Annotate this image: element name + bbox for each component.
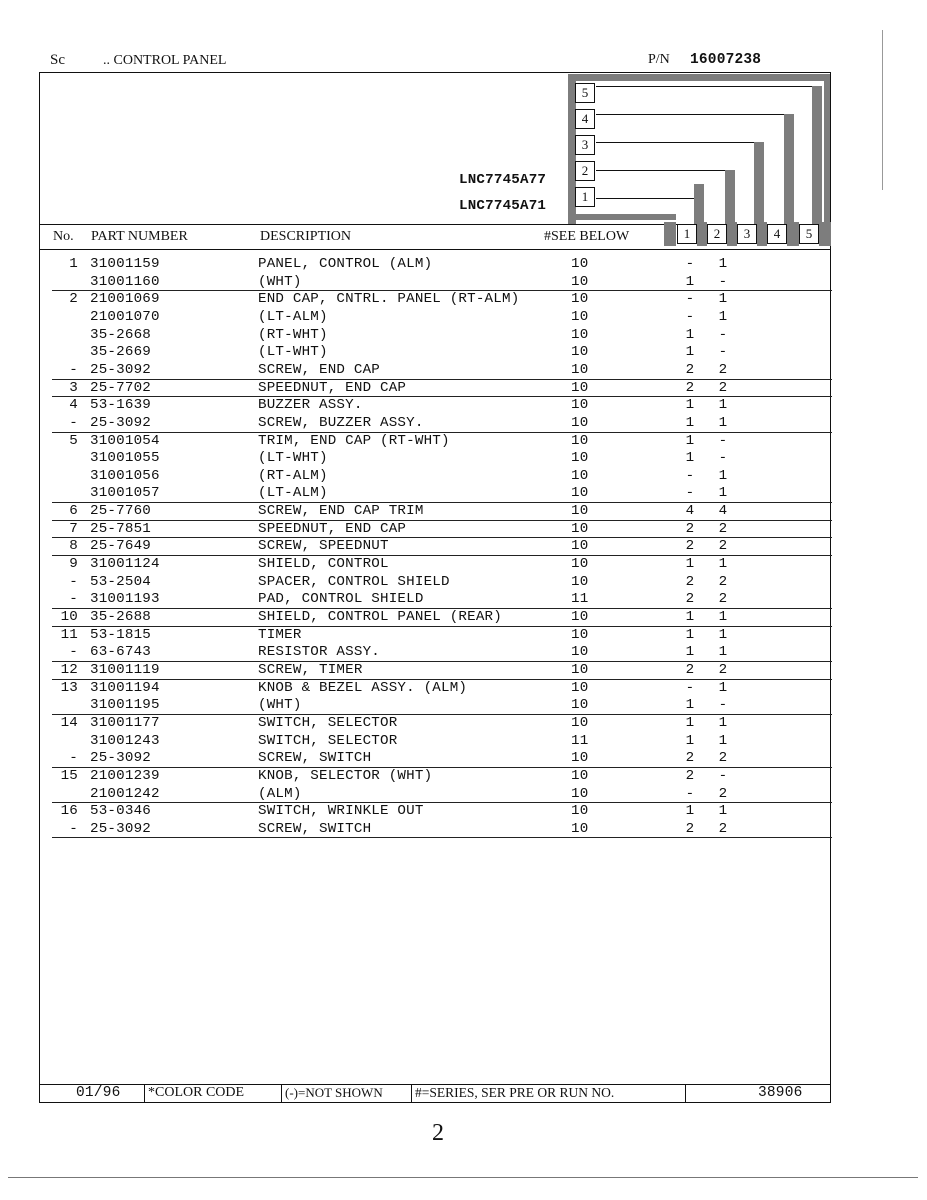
description: PAD, CONTROL SHIELD bbox=[258, 591, 424, 608]
series-code: 10 bbox=[571, 697, 589, 714]
qty-col2: 2 bbox=[718, 361, 728, 378]
part-number: 31001119 bbox=[90, 661, 160, 678]
series-code: 10 bbox=[571, 432, 589, 449]
scan-edge-line bbox=[8, 1177, 918, 1178]
qty-col2: 1 bbox=[718, 679, 728, 696]
scan-edge-right bbox=[882, 30, 883, 190]
page-title: .. CONTROL PANEL bbox=[103, 53, 227, 68]
item-number: 2 bbox=[69, 291, 78, 308]
item-number: - bbox=[69, 573, 78, 590]
part-number: 25-3092 bbox=[90, 820, 151, 837]
table-row bbox=[0, 291, 927, 309]
part-number: 31001194 bbox=[90, 679, 160, 696]
part-number: 25-7649 bbox=[90, 538, 151, 555]
qty-col1: - bbox=[685, 291, 695, 308]
qty-col1: 2 bbox=[685, 750, 695, 767]
item-number: 4 bbox=[69, 397, 78, 414]
qty-col2: - bbox=[718, 432, 728, 449]
section-prefix: Sc bbox=[50, 52, 65, 68]
qty-col1: 2 bbox=[685, 379, 695, 396]
series-code: 10 bbox=[571, 767, 589, 784]
qty-col1: 1 bbox=[685, 556, 695, 573]
description: RESISTOR ASSY. bbox=[258, 644, 380, 661]
table-row bbox=[0, 803, 927, 821]
item-number: - bbox=[69, 750, 78, 767]
series-code: 10 bbox=[571, 308, 589, 325]
description: SHIELD, CONTROL PANEL (REAR) bbox=[258, 609, 502, 625]
pn-value: 16007238 bbox=[690, 52, 762, 68]
footer-series-note: #=SERIES, SER PRE OR RUN NO. bbox=[415, 1085, 615, 1100]
qty-col2: 2 bbox=[718, 520, 728, 537]
description: SCREW, SWITCH bbox=[258, 750, 372, 767]
description: (LT-WHT) bbox=[258, 344, 328, 361]
item-number: 10 bbox=[60, 609, 78, 625]
series-graphic bbox=[568, 74, 830, 226]
series-code: 10 bbox=[571, 414, 589, 431]
description: SHIELD, CONTROL bbox=[258, 556, 389, 573]
qty-header bbox=[664, 222, 832, 246]
qty-col2: 1 bbox=[718, 732, 728, 749]
pn-label: P/N bbox=[648, 52, 670, 67]
item-number: 9 bbox=[69, 556, 78, 573]
series-code: 10 bbox=[571, 450, 589, 467]
part-number: 25-7851 bbox=[90, 520, 151, 537]
table-row bbox=[0, 309, 927, 327]
item-number: 12 bbox=[60, 661, 78, 678]
item-number: 15 bbox=[60, 767, 78, 784]
page-number: 2 bbox=[432, 1120, 444, 1146]
description: SCREW, END CAP bbox=[258, 361, 380, 378]
part-number: 31001055 bbox=[90, 450, 160, 467]
qty-col1: 1 bbox=[685, 344, 695, 361]
series-code: 10 bbox=[571, 803, 589, 820]
qty-col1: - bbox=[685, 256, 695, 272]
qty-col2: 1 bbox=[718, 485, 728, 502]
qty-col1: 1 bbox=[685, 626, 695, 643]
series-code: 10 bbox=[571, 397, 589, 414]
item-number: 14 bbox=[60, 714, 78, 731]
series-code: 10 bbox=[571, 714, 589, 731]
table-row bbox=[0, 274, 927, 292]
part-number: 21001239 bbox=[90, 767, 160, 784]
qty-col2: 1 bbox=[718, 644, 728, 661]
table-row bbox=[0, 786, 927, 804]
description: SCREW, BUZZER ASSY. bbox=[258, 414, 424, 431]
description: SCREW, SWITCH bbox=[258, 820, 372, 837]
model-code-a77: LNC7745A77 bbox=[459, 172, 547, 188]
table-row bbox=[0, 521, 927, 539]
table-row bbox=[0, 362, 927, 380]
description: END CAP, CNTRL. PANEL (RT-ALM) bbox=[258, 291, 520, 308]
qty-col2: 1 bbox=[718, 256, 728, 272]
qty-col1: 1 bbox=[685, 644, 695, 661]
series-code: 11 bbox=[571, 591, 589, 608]
series-code: 10 bbox=[571, 626, 589, 643]
description: (WHT) bbox=[258, 273, 302, 290]
qty-col1: 1 bbox=[685, 732, 695, 749]
table-row bbox=[0, 662, 927, 680]
qty-col-2: 2 bbox=[707, 224, 727, 244]
table-row bbox=[0, 415, 927, 433]
footer-color-code: *COLOR CODE bbox=[148, 1085, 245, 1100]
table-row bbox=[0, 697, 927, 715]
description: SWITCH, SELECTOR bbox=[258, 732, 398, 749]
table-row bbox=[0, 380, 927, 398]
qty-col1: 1 bbox=[685, 803, 695, 820]
col-description: DESCRIPTION bbox=[260, 229, 352, 244]
qty-col2: 2 bbox=[718, 661, 728, 678]
table-row bbox=[0, 750, 927, 768]
item-number: 6 bbox=[69, 503, 78, 520]
qty-col1: 2 bbox=[685, 361, 695, 378]
description: KNOB & BEZEL ASSY. (ALM) bbox=[258, 679, 468, 696]
series-code: 10 bbox=[571, 820, 589, 837]
table-row bbox=[0, 397, 927, 415]
part-number: 25-3092 bbox=[90, 414, 151, 431]
part-number: 35-2668 bbox=[90, 326, 151, 343]
qty-col2: 1 bbox=[718, 308, 728, 325]
part-number: 25-7702 bbox=[90, 379, 151, 396]
qty-col2: 1 bbox=[718, 467, 728, 484]
qty-col2: 1 bbox=[718, 626, 728, 643]
qty-col-4: 4 bbox=[767, 224, 787, 244]
item-number: 7 bbox=[69, 520, 78, 537]
qty-col1: 2 bbox=[685, 573, 695, 590]
col-no: No. bbox=[53, 229, 74, 244]
series-box-3: 3 bbox=[575, 135, 595, 155]
table-row bbox=[0, 503, 927, 521]
table-row bbox=[0, 538, 927, 556]
qty-col1: 2 bbox=[685, 520, 695, 537]
item-number: 8 bbox=[69, 538, 78, 555]
qty-col1: - bbox=[685, 467, 695, 484]
column-header-divider bbox=[39, 249, 831, 250]
qty-col2: 2 bbox=[718, 538, 728, 555]
series-code: 10 bbox=[571, 361, 589, 378]
qty-col-5: 5 bbox=[799, 224, 819, 244]
part-number: 63-6743 bbox=[90, 644, 151, 661]
description: (WHT) bbox=[258, 697, 302, 714]
series-box-1: 1 bbox=[575, 187, 595, 207]
series-code: 10 bbox=[571, 503, 589, 520]
qty-col2: 1 bbox=[718, 609, 728, 625]
table-row bbox=[0, 327, 927, 345]
item-number: - bbox=[69, 820, 78, 837]
item-number: 1 bbox=[69, 256, 78, 272]
description: SPEEDNUT, END CAP bbox=[258, 520, 407, 537]
footer-date: 01/96 bbox=[76, 1085, 121, 1101]
item-number: 11 bbox=[60, 626, 78, 643]
description: SCREW, SPEEDNUT bbox=[258, 538, 389, 555]
qty-col2: - bbox=[718, 767, 728, 784]
qty-col2: 2 bbox=[718, 379, 728, 396]
col-series: #SEE BELOW bbox=[544, 229, 630, 244]
qty-col2: 4 bbox=[718, 503, 728, 520]
series-box-2: 2 bbox=[575, 161, 595, 181]
item-number: - bbox=[69, 361, 78, 378]
description: SPEEDNUT, END CAP bbox=[258, 379, 407, 396]
part-number: 25-3092 bbox=[90, 361, 151, 378]
qty-col1: 2 bbox=[685, 767, 695, 784]
table-row bbox=[0, 344, 927, 362]
series-code: 10 bbox=[571, 750, 589, 767]
qty-col1: 1 bbox=[685, 697, 695, 714]
qty-col1: 2 bbox=[685, 538, 695, 555]
qty-col2: 2 bbox=[718, 820, 728, 837]
qty-col1: 1 bbox=[685, 326, 695, 343]
description: SCREW, TIMER bbox=[258, 661, 363, 678]
description: SCREW, END CAP TRIM bbox=[258, 503, 424, 520]
description: SWITCH, SELECTOR bbox=[258, 714, 398, 731]
table-row bbox=[0, 450, 927, 468]
model-code-a71: LNC7745A71 bbox=[459, 198, 547, 214]
qty-col2: 1 bbox=[718, 397, 728, 414]
description: KNOB, SELECTOR (WHT) bbox=[258, 767, 433, 784]
series-code: 10 bbox=[571, 273, 589, 290]
part-number: 31001243 bbox=[90, 732, 160, 749]
footer bbox=[0, 1085, 927, 1103]
qty-col2: 2 bbox=[718, 573, 728, 590]
table-row bbox=[0, 574, 927, 592]
description: SWITCH, WRINKLE OUT bbox=[258, 803, 424, 820]
item-number: - bbox=[69, 414, 78, 431]
table-row bbox=[0, 821, 927, 839]
part-number: 31001160 bbox=[90, 273, 160, 290]
series-code: 10 bbox=[571, 291, 589, 308]
table-row bbox=[0, 485, 927, 503]
series-code: 10 bbox=[571, 538, 589, 555]
part-number: 21001070 bbox=[90, 308, 160, 325]
item-number: 5 bbox=[69, 432, 78, 449]
description: (LT-ALM) bbox=[258, 308, 328, 325]
table-row bbox=[0, 591, 927, 609]
description: (RT-WHT) bbox=[258, 326, 328, 343]
series-code: 11 bbox=[571, 732, 589, 749]
table-row bbox=[0, 433, 927, 451]
footer-doc-number: 38906 bbox=[758, 1085, 803, 1101]
description: BUZZER ASSY. bbox=[258, 397, 363, 414]
qty-col1: 1 bbox=[685, 273, 695, 290]
description: (ALM) bbox=[258, 785, 302, 802]
table-row bbox=[0, 609, 927, 627]
qty-col1: 4 bbox=[685, 503, 695, 520]
qty-col2: 1 bbox=[718, 556, 728, 573]
part-number: 53-2504 bbox=[90, 573, 151, 590]
series-code: 10 bbox=[571, 644, 589, 661]
series-code: 10 bbox=[571, 573, 589, 590]
qty-col1: 2 bbox=[685, 661, 695, 678]
part-number: 25-7760 bbox=[90, 503, 151, 520]
part-number: 21001069 bbox=[90, 291, 160, 308]
series-code: 10 bbox=[571, 785, 589, 802]
series-code: 10 bbox=[571, 679, 589, 696]
table-row bbox=[0, 256, 927, 274]
series-code: 10 bbox=[571, 256, 589, 272]
qty-col-3: 3 bbox=[737, 224, 757, 244]
qty-col2: - bbox=[718, 326, 728, 343]
part-number: 31001195 bbox=[90, 697, 160, 714]
table-row bbox=[0, 627, 927, 645]
description: PANEL, CONTROL (ALM) bbox=[258, 256, 433, 272]
qty-col2: 1 bbox=[718, 414, 728, 431]
series-code: 10 bbox=[571, 344, 589, 361]
series-code: 10 bbox=[571, 379, 589, 396]
footer-not-shown: (-)=NOT SHOWN bbox=[285, 1085, 383, 1100]
part-number: 35-2669 bbox=[90, 344, 151, 361]
series-box-4: 4 bbox=[575, 109, 595, 129]
table-row bbox=[0, 468, 927, 486]
table-row bbox=[0, 768, 927, 786]
qty-col2: - bbox=[718, 697, 728, 714]
item-number: 16 bbox=[60, 803, 78, 820]
qty-col1: - bbox=[685, 679, 695, 696]
qty-col2: 2 bbox=[718, 785, 728, 802]
item-number: 13 bbox=[60, 679, 78, 696]
table-row bbox=[0, 556, 927, 574]
part-number: 31001056 bbox=[90, 467, 160, 484]
table-row bbox=[0, 680, 927, 698]
series-code: 10 bbox=[571, 556, 589, 573]
qty-col2: - bbox=[718, 344, 728, 361]
part-number: 53-0346 bbox=[90, 803, 151, 820]
table-row bbox=[0, 715, 927, 733]
description: TRIM, END CAP (RT-WHT) bbox=[258, 432, 450, 449]
item-number: 3 bbox=[69, 379, 78, 396]
qty-col2: - bbox=[718, 450, 728, 467]
qty-col1: - bbox=[685, 485, 695, 502]
description: (RT-ALM) bbox=[258, 467, 328, 484]
part-number: 21001242 bbox=[90, 785, 160, 802]
part-number: 31001057 bbox=[90, 485, 160, 502]
series-box-5: 5 bbox=[575, 83, 595, 103]
qty-col1: 1 bbox=[685, 432, 695, 449]
series-code: 10 bbox=[571, 485, 589, 502]
series-code: 10 bbox=[571, 609, 589, 625]
qty-col2: 1 bbox=[718, 714, 728, 731]
col-part-number: PART NUMBER bbox=[91, 229, 188, 244]
series-code: 10 bbox=[571, 661, 589, 678]
table-row bbox=[0, 733, 927, 751]
part-number: 31001177 bbox=[90, 714, 160, 731]
qty-col1: 2 bbox=[685, 591, 695, 608]
qty-col1: 1 bbox=[685, 450, 695, 467]
part-number: 31001193 bbox=[90, 591, 160, 608]
qty-col1: 1 bbox=[685, 397, 695, 414]
part-number: 25-3092 bbox=[90, 750, 151, 767]
qty-col-1: 1 bbox=[677, 224, 697, 244]
part-number: 31001124 bbox=[90, 556, 160, 573]
description: (LT-WHT) bbox=[258, 450, 328, 467]
series-code: 10 bbox=[571, 520, 589, 537]
series-code: 10 bbox=[571, 467, 589, 484]
qty-col1: - bbox=[685, 785, 695, 802]
part-number: 31001159 bbox=[90, 256, 160, 272]
qty-col1: 1 bbox=[685, 609, 695, 625]
description: TIMER bbox=[258, 626, 302, 643]
item-number: - bbox=[69, 644, 78, 661]
qty-col2: 2 bbox=[718, 591, 728, 608]
qty-col2: 1 bbox=[718, 803, 728, 820]
part-number: 53-1639 bbox=[90, 397, 151, 414]
item-number: - bbox=[69, 591, 78, 608]
description: (LT-ALM) bbox=[258, 485, 328, 502]
qty-col1: 1 bbox=[685, 714, 695, 731]
qty-col1: 1 bbox=[685, 414, 695, 431]
part-number: 53-1815 bbox=[90, 626, 151, 643]
table-row bbox=[0, 644, 927, 662]
qty-col2: 2 bbox=[718, 750, 728, 767]
qty-col2: - bbox=[718, 273, 728, 290]
part-number: 31001054 bbox=[90, 432, 160, 449]
description: SPACER, CONTROL SHIELD bbox=[258, 573, 450, 590]
qty-col2: 1 bbox=[718, 291, 728, 308]
qty-col1: 2 bbox=[685, 820, 695, 837]
qty-col1: - bbox=[685, 308, 695, 325]
part-number: 35-2688 bbox=[90, 609, 151, 625]
row-group-divider bbox=[52, 837, 832, 838]
series-code: 10 bbox=[571, 326, 589, 343]
